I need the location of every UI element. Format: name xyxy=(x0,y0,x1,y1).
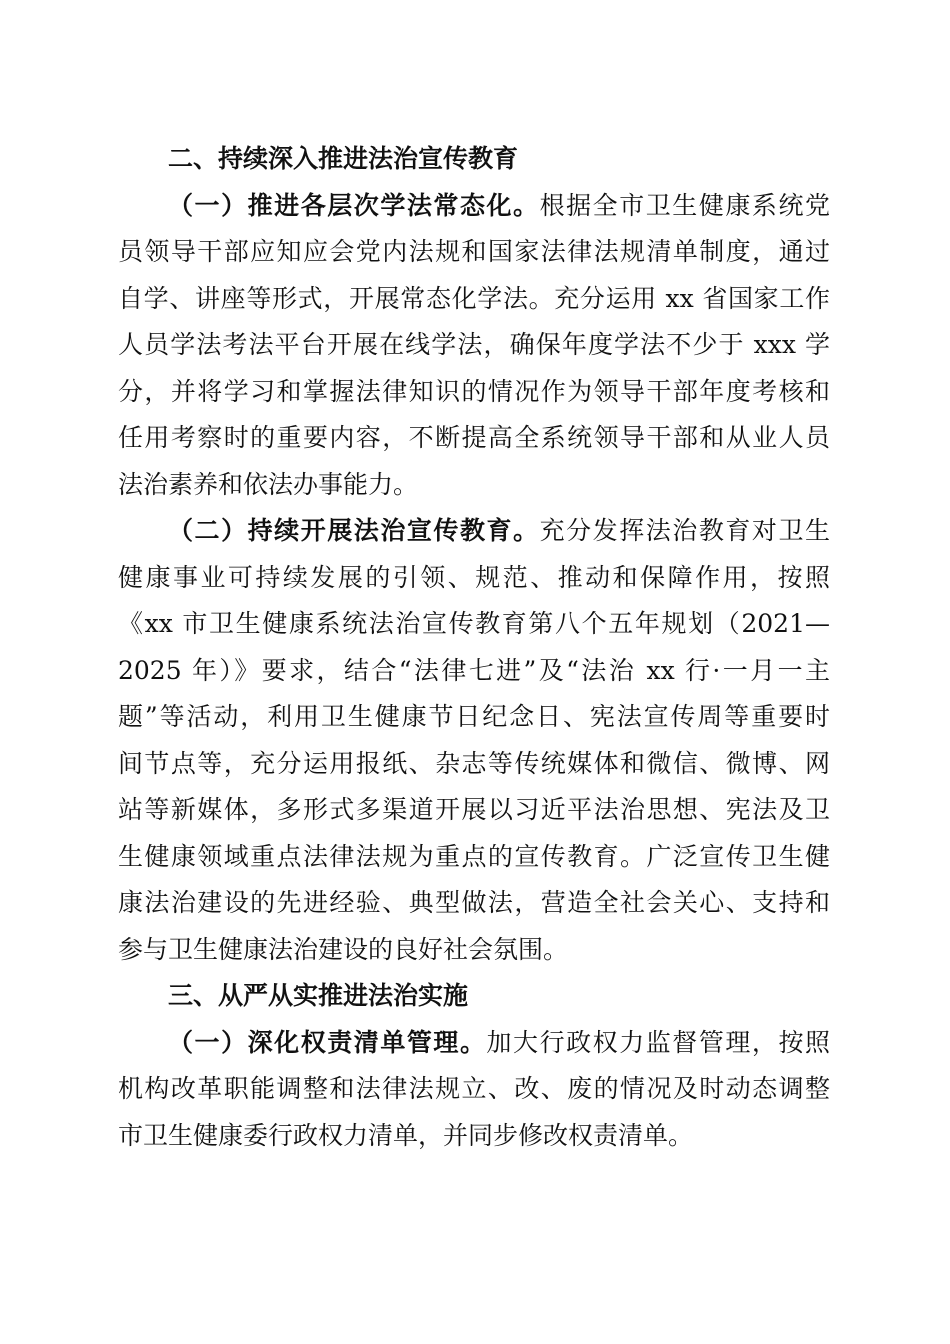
paragraph-3 xyxy=(118,1020,830,1160)
paragraph-1-lead: （一）推进各层次学法常态化。 xyxy=(168,190,540,220)
paragraph-1-line-6: 任用考察时的重要内容，不断提高全系统领导干部和从业人员 xyxy=(118,423,830,452)
paragraph-3-lead: （一）深化权责清单管理。 xyxy=(168,1027,487,1057)
paragraph-2 xyxy=(118,508,830,973)
paragraph-2-line-8: 生健康领域重点法律法规为重点的宣传教育。广泛宣传卫生健 xyxy=(118,841,830,871)
section-heading-2: 二、持续深入推进法治宣传教育 xyxy=(168,144,519,173)
document-page xyxy=(118,136,830,1159)
paragraph-1-line-4: 人员学法考法平台开展在线学法，确保年度学法不少于 xxx 学 xyxy=(118,330,830,359)
paragraph-3-line-1-text: 加大行政权力监督管理，按照 xyxy=(486,1027,830,1057)
paragraph-2-line-5: 题”等活动，利用卫生健康节日纪念日、宪法宣传周等重要时 xyxy=(118,702,830,731)
paragraph-2-line-6: 间节点等，充分运用报纸、杂志等传统媒体和微信、微博、网 xyxy=(118,748,830,778)
paragraph-1-line-1-text: 根据全市卫生健康系统党 xyxy=(539,190,830,220)
paragraph-2-line-10: 参与卫生健康法治建设的良好社会氛围。 xyxy=(118,934,569,964)
paragraph-2-line-1 xyxy=(118,508,830,555)
section-heading-3: 三、从严从实推进法治实施 xyxy=(168,981,469,1010)
paragraph-2-line-9: 康法治建设的先进经验、典型做法，营造全社会关心、支持和 xyxy=(118,888,830,917)
paragraph-2-line-1-text: 充分发挥法治教育对卫生 xyxy=(539,516,830,545)
paragraph-1-line-5: 分，并将学习和掌握法律知识的情况作为领导干部年度考核和 xyxy=(118,376,830,406)
paragraph-2-line-2: 健康事业可持续发展的引领、规范、推动和保障作用，按照 xyxy=(118,562,830,592)
paragraph-3-line-3: 市卫生健康委行政权力清单，并同步修改权责清单。 xyxy=(118,1120,694,1150)
paragraph-3-line-1 xyxy=(118,1020,830,1067)
paragraph-1 xyxy=(118,183,830,509)
paragraph-2-lead: （二）持续开展法治宣传教育。 xyxy=(168,516,540,545)
paragraph-1-line-3: 自学、讲座等形式，开展常态化学法。充分运用 xx 省国家工作 xyxy=(118,283,830,313)
paragraph-1-line-7: 法治素养和依法办事能力。 xyxy=(118,469,419,499)
paragraph-2-line-3: 《xx 市卫生健康系统法治宣传教育第八个五年规划（2021— xyxy=(118,609,830,638)
paragraph-3-line-2: 机构改革职能调整和法律法规立、改、废的情况及时动态调整 xyxy=(118,1074,830,1103)
paragraph-2-line-7: 站等新媒体，多形式多渠道开展以习近平法治思想、宪法及卫 xyxy=(118,795,830,824)
paragraph-1-line-2: 员领导干部应知应会党内法规和国家法律法规清单制度，通过 xyxy=(118,237,830,266)
paragraph-2-line-4: 2025 年）》要求，结合“法律七进”及“法治 xx 行·一月一主 xyxy=(118,655,830,685)
paragraph-1-line-1 xyxy=(118,183,830,230)
